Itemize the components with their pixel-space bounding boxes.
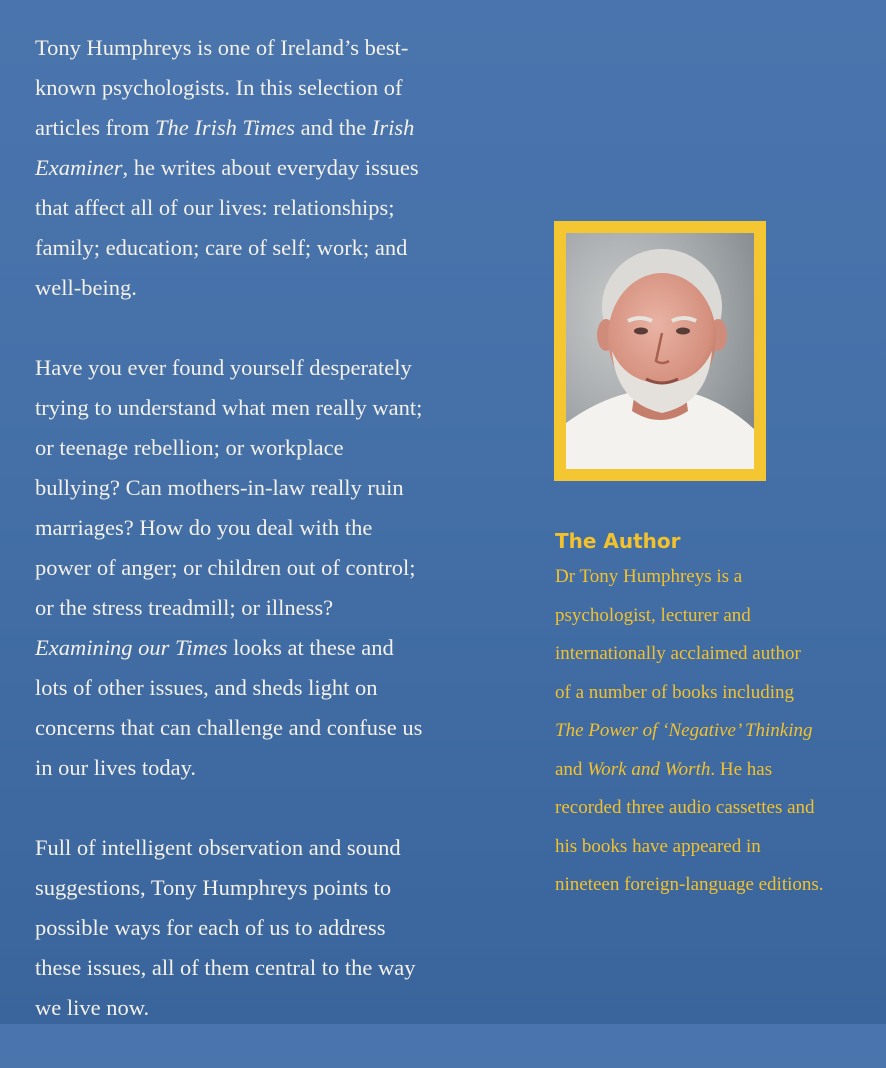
blurb-line: known psychologists. In this selection of	[35, 75, 403, 100]
author-bio-line	[555, 712, 880, 751]
author-bio-line: and Work and Worth. He has	[555, 758, 773, 780]
blurb-line: concerns that can challenge and confuse us	[35, 715, 423, 740]
author-bio-line: recorded three audio cassettes and	[555, 797, 815, 818]
blurb-line: Examiner, he writes about everyday issues	[35, 155, 419, 180]
book-title-work-and-worth: Work and Worth	[587, 758, 711, 780]
blurb-paragraph-3	[35, 828, 505, 1028]
author-bio-line: nineteen foreign-language editions.	[555, 874, 824, 895]
blurb-line: possible ways for each of us to address	[35, 915, 386, 940]
blurb-line: power of anger; or children out of control;	[35, 555, 416, 580]
blurb-line: family; education; care of self; work; and	[35, 235, 408, 260]
author-bio-line: internationally acclaimed author	[555, 643, 801, 664]
blurb-line: Full of intelligent observation and sound	[35, 835, 401, 860]
author-bio-line: his books have appeared in	[555, 835, 761, 857]
title-irish-times: The Irish Times	[154, 115, 295, 140]
blurb-paragraph-2	[35, 348, 505, 788]
author-portrait-photo-icon	[566, 233, 754, 469]
blurb-line: trying to understand what men really want;	[35, 395, 423, 420]
blurb-line: articles from The Irish Times and the Irish	[35, 115, 415, 140]
blurb-line: marriages? How do you deal with the	[35, 515, 373, 540]
title-irish-examiner-part2: Examiner	[35, 155, 123, 180]
blurb-line: that affect all of our lives: relationships;	[35, 195, 395, 220]
blurb-line: we live now.	[35, 995, 150, 1020]
author-bio-line: of a number of books including	[555, 681, 795, 703]
author-bio-line: Dr Tony Humphreys is a	[555, 566, 743, 587]
blurb-line: suggestions, Tony Humphreys points to	[35, 875, 392, 900]
author-photo-frame	[554, 221, 766, 481]
blurb-paragraph-1	[35, 28, 505, 308]
author-bio	[555, 558, 880, 905]
book-title-power-of-negative-thinking: The Power of ‘Negative’ Thinking	[555, 720, 813, 741]
blurb-line: well-being.	[35, 275, 137, 300]
author-section	[555, 526, 880, 905]
title-examining-our-times: Examining our Times	[35, 635, 228, 660]
blurb-line: in our lives today.	[35, 755, 197, 780]
blurb-line: lots of other issues, and sheds light on	[35, 675, 378, 700]
author-bio-line: psychologist, lecturer and	[555, 604, 751, 626]
blurb-line: bullying? Can mothers-in-law really ruin	[35, 475, 404, 500]
author-heading: The Author	[555, 529, 681, 553]
blurb-line: Examining our Times looks at these and	[35, 635, 394, 660]
back-cover-blurb	[35, 28, 505, 1068]
blurb-line: Tony Humphreys is one of Ireland’s best-	[35, 35, 409, 60]
blurb-line: these issues, all of them central to the way	[35, 955, 416, 980]
title-irish-examiner-part1: Irish	[371, 115, 415, 140]
blurb-line: or the stress treadmill; or illness?	[35, 595, 334, 620]
blurb-line: or teenage rebellion; or workplace	[35, 435, 344, 460]
blurb-line: Have you ever found yourself desperately	[35, 355, 412, 380]
